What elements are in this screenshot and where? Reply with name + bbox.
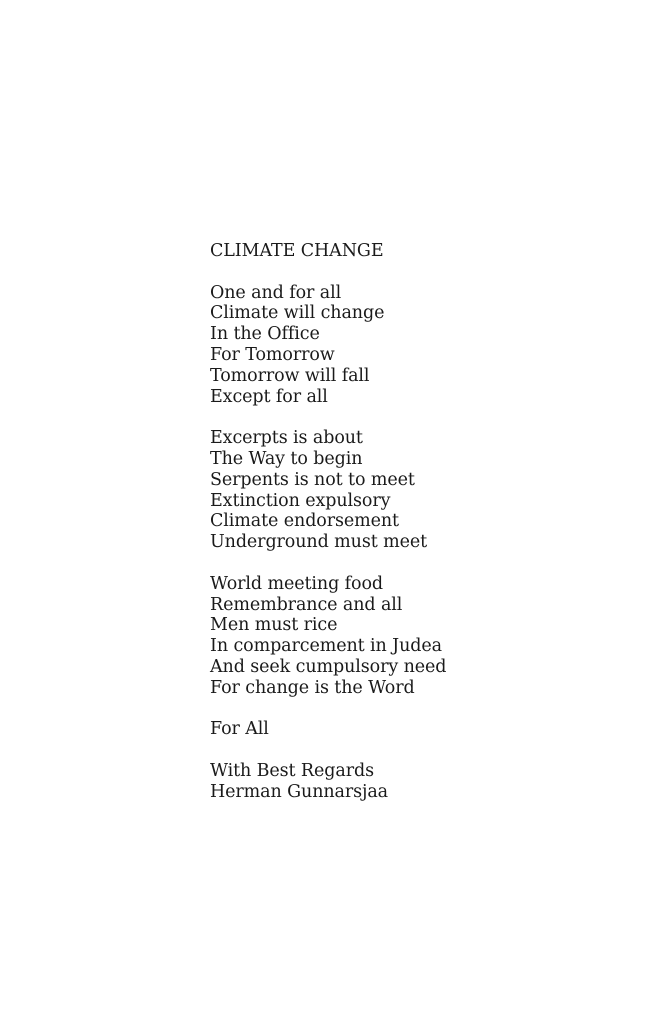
poem-line: Remembrance and all	[210, 594, 403, 615]
poem-line: In the Office	[210, 324, 320, 345]
poem-line: For Tomorrow	[210, 344, 335, 365]
stanza-2	[210, 428, 630, 553]
stanza-gap	[210, 553, 630, 574]
closing-salutation: With Best Regards	[210, 760, 374, 781]
poem-line: Men must rice	[210, 615, 338, 636]
poem-line: Extinction expulsory	[210, 490, 391, 511]
stanza-gap	[210, 699, 630, 720]
stanza-3	[210, 574, 630, 699]
poem-line: Climate will change	[210, 303, 385, 324]
poem-line: Serpents is not to meet	[210, 469, 415, 490]
stanza-gap	[210, 407, 630, 428]
author-name: Herman Gunnarsjaa	[210, 781, 389, 802]
closing-block	[210, 761, 630, 803]
stanza-gap	[210, 740, 630, 761]
poem-line: World meeting food	[210, 573, 383, 594]
stanza-1	[210, 283, 630, 408]
poem-line: One and for all	[210, 282, 342, 303]
poem-title: CLIMATE CHANGE	[210, 241, 384, 261]
poem-line: For All	[210, 719, 269, 740]
poem-line: Except for all	[210, 386, 328, 407]
poem-line: And seek cumpulsory need	[210, 656, 447, 677]
poem-line: For change is the Word	[210, 677, 415, 698]
poem-body	[210, 241, 630, 803]
stanza-4	[210, 719, 630, 740]
poem-line: Underground must meet	[210, 532, 428, 553]
poem-line: Tomorrow will fall	[210, 365, 370, 386]
poem-line: Climate endorsement	[210, 511, 399, 532]
poem-line: The Way to begin	[210, 448, 363, 469]
poem-line: In comparcement in Judea	[210, 636, 442, 657]
poem-line: Excerpts is about	[210, 428, 363, 449]
stanza-gap	[210, 262, 630, 283]
